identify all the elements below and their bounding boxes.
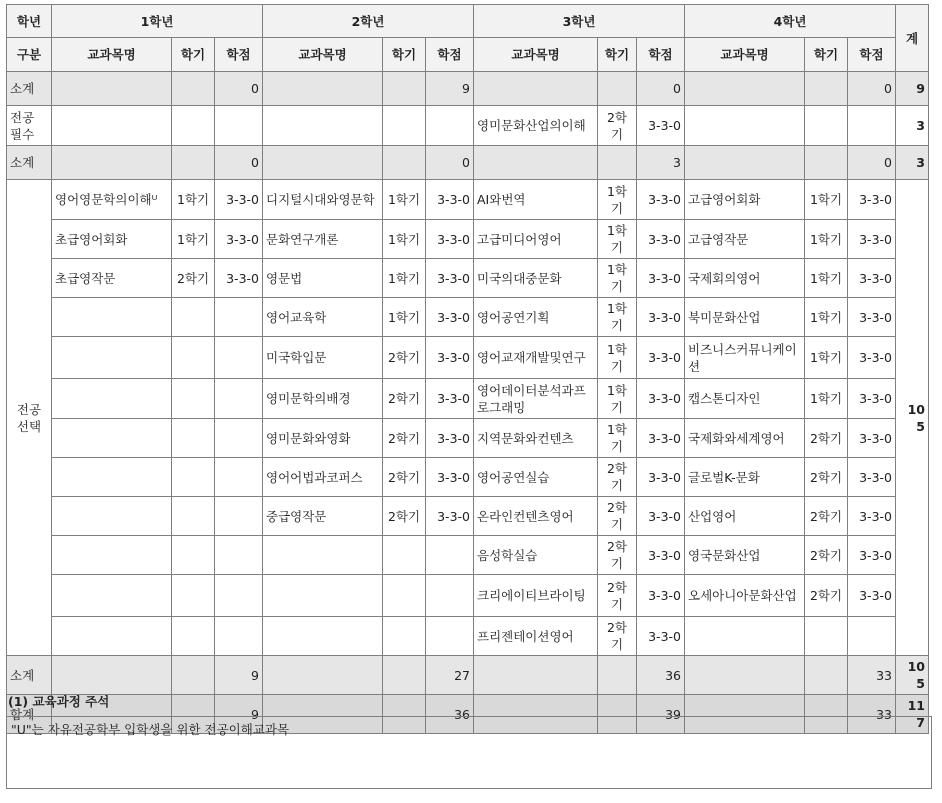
semester-cell: 1학기 — [383, 298, 426, 337]
course-name: 중급영작문 — [263, 497, 383, 536]
credit-cell — [215, 497, 263, 536]
semester-cell — [172, 497, 215, 536]
course-name: 산업영어 — [685, 497, 805, 536]
credit-cell: 3-3-0 — [637, 259, 685, 298]
semester-cell: 2학기 — [598, 617, 637, 656]
credit-cell — [215, 536, 263, 575]
row-label: 전공 필수 — [7, 106, 52, 146]
credit-cell — [215, 419, 263, 458]
semester-cell — [172, 337, 215, 379]
course-name — [52, 497, 172, 536]
elective-row — [7, 298, 929, 337]
credit-cell: 3-3-0 — [215, 259, 263, 298]
course-name — [52, 337, 172, 379]
semester-cell: 1학기 — [598, 419, 637, 458]
semester-cell: 2학기 — [598, 458, 637, 497]
header-course: 교과목명 — [52, 38, 172, 72]
semester-cell — [805, 617, 848, 656]
notes-box — [6, 716, 932, 789]
credit-cell: 3-3-0 — [426, 259, 474, 298]
course-name: 문화연구개론 — [263, 220, 383, 259]
course-name: 영어공연기획 — [474, 298, 598, 337]
table-cell: 9 — [215, 695, 263, 734]
header-category: 구분 — [7, 38, 52, 72]
table-cell — [172, 72, 215, 106]
course-name: 초급영작문 — [52, 259, 172, 298]
table-cell — [52, 72, 172, 106]
semester-cell: 1학기 — [598, 298, 637, 337]
notes-text: "U"는 자유전공학부 입학생을 위한 전공이해교과목 — [11, 722, 290, 737]
credit-cell: 3-3-0 — [637, 497, 685, 536]
elective-row — [7, 337, 929, 379]
semester-cell: 2학기 — [383, 419, 426, 458]
row-label: 소계 — [7, 146, 52, 180]
credit-cell: 3-3-0 — [848, 379, 896, 419]
table-cell: 0 — [426, 146, 474, 180]
course-name — [685, 617, 805, 656]
table-cell — [805, 656, 848, 695]
credit-cell: 3-3-0 — [637, 220, 685, 259]
credit-cell: 3-3-0 — [426, 298, 474, 337]
table-cell: 33 — [848, 656, 896, 695]
credit-cell: 3-3-0 — [637, 536, 685, 575]
credit-cell — [215, 379, 263, 419]
semester-cell — [172, 617, 215, 656]
table-cell — [685, 146, 805, 180]
semester-cell: 2학기 — [383, 497, 426, 536]
header-year-1: 1학년 — [52, 5, 263, 38]
table-cell — [383, 106, 426, 146]
course-name: 초급영어회화 — [52, 220, 172, 259]
table-cell: 33 — [848, 695, 896, 734]
elective-row — [7, 575, 929, 617]
elective-row — [7, 259, 929, 298]
row-total: 117 — [896, 695, 929, 734]
credit-cell: 3-3-0 — [215, 220, 263, 259]
credit-cell: 3-3-0 — [426, 458, 474, 497]
semester-cell — [383, 617, 426, 656]
table-cell — [598, 656, 637, 695]
course-name: 미국의대중문화 — [474, 259, 598, 298]
semester-cell: 1학기 — [805, 337, 848, 379]
course-name — [52, 298, 172, 337]
header-year-4: 4학년 — [685, 5, 896, 38]
row-total: 9 — [896, 72, 929, 106]
semester-cell — [172, 298, 215, 337]
elective-row — [7, 419, 929, 458]
table-cell: 3-3-0 — [637, 106, 685, 146]
table-cell — [52, 146, 172, 180]
table-cell: 0 — [848, 72, 896, 106]
semester-cell: 1학기 — [805, 220, 848, 259]
course-name: 글로벌K-문화 — [685, 458, 805, 497]
header-credit: 학점 — [426, 38, 474, 72]
course-name: 영어어법과코퍼스 — [263, 458, 383, 497]
table-cell — [172, 106, 215, 146]
row-total: 3 — [896, 106, 929, 146]
credit-cell: 3-3-0 — [426, 180, 474, 220]
table-cell — [474, 146, 598, 180]
semester-cell: 1학기 — [172, 220, 215, 259]
table-cell: 27 — [426, 656, 474, 695]
table-cell: 39 — [637, 695, 685, 734]
semester-cell: 2학기 — [805, 575, 848, 617]
semester-cell: 1학기 — [598, 337, 637, 379]
credit-cell — [215, 617, 263, 656]
credit-cell — [426, 536, 474, 575]
semester-cell: 1학기 — [805, 259, 848, 298]
table-cell: 0 — [848, 146, 896, 180]
semester-cell: 2학기 — [598, 497, 637, 536]
course-name — [52, 536, 172, 575]
table-cell — [598, 146, 637, 180]
course-name: 프리젠테이션영어 — [474, 617, 598, 656]
header-semester: 학기 — [805, 38, 848, 72]
credit-cell: 3-3-0 — [426, 497, 474, 536]
table-cell: 0 — [637, 72, 685, 106]
credit-cell: 3-3-0 — [637, 180, 685, 220]
course-name: 오세아니아문화산업 — [685, 575, 805, 617]
course-name — [263, 575, 383, 617]
course-name: 국제회의영어 — [685, 259, 805, 298]
course-name: 비즈니스커뮤니케이션 — [685, 337, 805, 379]
table-cell: 36 — [637, 656, 685, 695]
semester-cell: 2학기 — [383, 458, 426, 497]
semester-cell — [172, 419, 215, 458]
row-label: 전공 선택 — [7, 180, 52, 656]
credit-cell — [215, 337, 263, 379]
elective-row — [7, 379, 929, 419]
table-cell — [383, 72, 426, 106]
semester-cell — [383, 536, 426, 575]
semester-cell — [172, 379, 215, 419]
table-cell: 3 — [637, 146, 685, 180]
elective-row — [7, 180, 929, 220]
table-cell — [685, 72, 805, 106]
table-cell: 9 — [426, 72, 474, 106]
credit-cell: 3-3-0 — [848, 497, 896, 536]
course-name: 지역문화와컨텐츠 — [474, 419, 598, 458]
credit-cell: 3-3-0 — [848, 337, 896, 379]
table-cell — [426, 106, 474, 146]
credit-cell: 3-3-0 — [848, 419, 896, 458]
header-credit: 학점 — [215, 38, 263, 72]
credit-cell: 3-3-0 — [848, 536, 896, 575]
course-name: 영어교육학 — [263, 298, 383, 337]
credit-cell: 3-3-0 — [637, 379, 685, 419]
course-name: 영미문화와영화 — [263, 419, 383, 458]
row-total: 3 — [896, 146, 929, 180]
table-cell — [263, 72, 383, 106]
credit-cell — [215, 298, 263, 337]
credit-cell — [215, 458, 263, 497]
semester-cell: 1학기 — [598, 259, 637, 298]
table-cell — [52, 106, 172, 146]
semester-cell: 2학기 — [598, 575, 637, 617]
header-year-3: 3학년 — [474, 5, 685, 38]
course-name: 고급영어회화 — [685, 180, 805, 220]
semester-cell: 2학기 — [383, 379, 426, 419]
credit-cell — [215, 575, 263, 617]
course-name: 국제화와세계영어 — [685, 419, 805, 458]
credit-cell — [426, 617, 474, 656]
row-total: 105 — [896, 656, 929, 695]
row-label: 소계 — [7, 72, 52, 106]
subtotal-row — [7, 146, 929, 180]
course-name — [52, 617, 172, 656]
semester-cell: 1학기 — [383, 180, 426, 220]
table-cell: 36 — [426, 695, 474, 734]
course-name: 영어교재개발및연구 — [474, 337, 598, 379]
course-name: 영어영문학의이해ᵁ — [52, 180, 172, 220]
course-name — [52, 419, 172, 458]
header-semester: 학기 — [598, 38, 637, 72]
header-total: 계 — [896, 5, 929, 72]
header-year-2: 2학년 — [263, 5, 474, 38]
credit-cell — [426, 575, 474, 617]
credit-cell: 3-3-0 — [215, 180, 263, 220]
elective-row — [7, 220, 929, 259]
header-semester: 학기 — [383, 38, 426, 72]
course-name: 북미문화산업 — [685, 298, 805, 337]
table-cell — [805, 146, 848, 180]
credit-cell: 3-3-0 — [637, 419, 685, 458]
elective-row — [7, 536, 929, 575]
notes-title: (1) 교육과정 주석 — [8, 694, 110, 709]
credit-cell: 3-3-0 — [848, 298, 896, 337]
table-cell — [52, 656, 172, 695]
header-credit: 학점 — [637, 38, 685, 72]
course-name: 디지털시대와영문학 — [263, 180, 383, 220]
table-cell — [383, 656, 426, 695]
course-name — [52, 458, 172, 497]
credit-cell: 3-3-0 — [426, 379, 474, 419]
semester-cell: 2학기 — [805, 458, 848, 497]
table-cell: 0 — [215, 146, 263, 180]
course-name — [263, 617, 383, 656]
course-name: 영문법 — [263, 259, 383, 298]
table-cell — [474, 656, 598, 695]
course-name: 미국학입문 — [263, 337, 383, 379]
credit-cell: 3-3-0 — [848, 180, 896, 220]
table-cell — [172, 146, 215, 180]
subtotal-row — [7, 656, 929, 695]
course-name: 캡스톤디자인 — [685, 379, 805, 419]
header-course: 교과목명 — [263, 38, 383, 72]
table-cell: 영미문화산업의이해 — [474, 106, 598, 146]
credit-cell: 3-3-0 — [848, 458, 896, 497]
table-cell — [598, 72, 637, 106]
semester-cell: 2학기 — [598, 536, 637, 575]
credit-cell: 3-3-0 — [426, 220, 474, 259]
table-cell — [172, 656, 215, 695]
course-name: 고급미디어영어 — [474, 220, 598, 259]
table-cell — [848, 106, 896, 146]
semester-cell: 2학기 — [805, 497, 848, 536]
subtotal-row — [7, 72, 929, 106]
header-course: 교과목명 — [685, 38, 805, 72]
course-name: 영국문화산업 — [685, 536, 805, 575]
table-cell — [383, 146, 426, 180]
credit-cell: 3-3-0 — [637, 298, 685, 337]
course-name: 크리에이티브라이팅 — [474, 575, 598, 617]
semester-cell: 1학기 — [383, 259, 426, 298]
credit-cell: 3-3-0 — [637, 458, 685, 497]
semester-cell: 1학기 — [172, 180, 215, 220]
course-name: 고급영작문 — [685, 220, 805, 259]
required-row — [7, 106, 929, 146]
semester-cell — [172, 575, 215, 617]
semester-cell: 1학기 — [598, 220, 637, 259]
credit-cell: 3-3-0 — [848, 220, 896, 259]
semester-cell: 2학기 — [805, 536, 848, 575]
course-name: 영미문학의배경 — [263, 379, 383, 419]
course-name — [52, 575, 172, 617]
course-name — [263, 536, 383, 575]
table-cell: 0 — [215, 72, 263, 106]
table-cell — [685, 106, 805, 146]
table-cell — [805, 72, 848, 106]
elective-row — [7, 617, 929, 656]
course-name: 영어공연실습 — [474, 458, 598, 497]
table-cell — [805, 106, 848, 146]
credit-cell: 3-3-0 — [848, 259, 896, 298]
course-name: AI와번역 — [474, 180, 598, 220]
credit-cell: 3-3-0 — [637, 337, 685, 379]
semester-cell — [383, 575, 426, 617]
course-name: 온라인컨텐츠영어 — [474, 497, 598, 536]
semester-cell: 2학기 — [805, 419, 848, 458]
semester-cell: 2학기 — [172, 259, 215, 298]
credit-cell: 3-3-0 — [848, 575, 896, 617]
header-semester: 학기 — [172, 38, 215, 72]
course-name: 음성학실습 — [474, 536, 598, 575]
table-cell — [263, 146, 383, 180]
header-course: 교과목명 — [474, 38, 598, 72]
semester-cell: 1학기 — [383, 220, 426, 259]
elective-row — [7, 497, 929, 536]
table-cell: 9 — [215, 656, 263, 695]
header-year-label: 학년 — [7, 5, 52, 38]
row-total: 105 — [896, 180, 929, 656]
semester-cell: 1학기 — [805, 379, 848, 419]
credit-cell — [848, 617, 896, 656]
table-cell — [263, 656, 383, 695]
row-label: 소계 — [7, 656, 52, 695]
table-cell — [263, 106, 383, 146]
credit-cell: 3-3-0 — [426, 337, 474, 379]
table-cell — [685, 656, 805, 695]
semester-cell: 1학기 — [805, 298, 848, 337]
header-credit: 학점 — [848, 38, 896, 72]
semester-cell: 1학기 — [805, 180, 848, 220]
course-name — [52, 379, 172, 419]
row-label: 합계 — [7, 695, 52, 734]
credit-cell: 3-3-0 — [637, 575, 685, 617]
credit-cell: 3-3-0 — [637, 617, 685, 656]
credit-cell: 3-3-0 — [426, 419, 474, 458]
table-cell — [474, 72, 598, 106]
semester-cell — [172, 536, 215, 575]
semester-cell: 1학기 — [598, 379, 637, 419]
table-cell: 2학기 — [598, 106, 637, 146]
semester-cell — [172, 458, 215, 497]
course-name: 영어데이터분석과프로그래밍 — [474, 379, 598, 419]
elective-row — [7, 458, 929, 497]
semester-cell: 1학기 — [598, 180, 637, 220]
table-cell — [215, 106, 263, 146]
curriculum-table — [6, 4, 929, 734]
semester-cell: 2학기 — [383, 337, 426, 379]
